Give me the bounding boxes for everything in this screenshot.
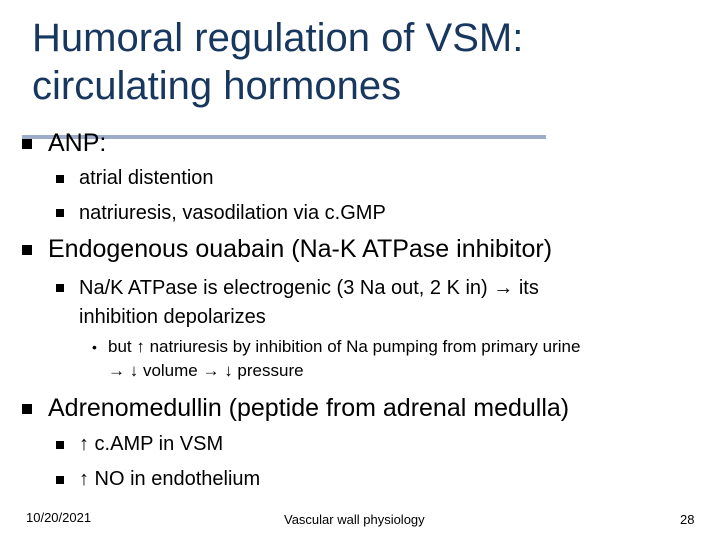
footer-date: 10/20/2021 [26,510,92,525]
adrenomedullin-sub-1: ↑ c.AMP in VSM [79,433,224,455]
title-line-1: Humoral regulation of VSM: [32,16,524,60]
ouabain-sub-2-line-1: but ↑ natriuresis by inhibition of Na pumping from primary urine [108,337,581,356]
ouabain-sub-1-line-1: Na/K ATPase is electrogenic (3 Na out, 2 K in) → its [79,277,539,299]
bullet-ouabain: Endogenous ouabain (Na-K ATPase inhibitor) [48,235,553,263]
bullet-square-icon [56,175,64,183]
bullet-adrenomedullin: Adrenomedullin (peptide from adrenal medulla) [48,394,570,422]
bullet-square-icon [56,441,64,449]
bullet-square-icon [56,209,64,217]
adrenomedullin-sub-2: ↑ NO in endothelium [79,468,261,490]
bullet-square-icon [56,476,64,484]
bullet-dot-icon: • [92,339,97,355]
bullet-square-icon [56,284,64,292]
anp-sub-2: natriuresis, vasodilation via c.GMP [79,202,386,224]
ouabain-sub-1-line-2: inhibition depolarizes [79,306,266,328]
bullet-square-icon [22,404,32,414]
anp-sub-1: atrial distention [79,167,214,189]
bullet-square-icon [22,139,32,149]
slide-number: 28 [680,512,695,527]
slide-title [32,14,523,110]
footer-title: Vascular wall physiology [284,512,425,527]
ouabain-sub-2-line-2: → ↓ volume → ↓ pressure [108,361,304,380]
title-line-2: circulating hormones [32,64,402,108]
bullet-square-icon [22,245,32,255]
bullet-anp: ANP: [48,129,107,157]
